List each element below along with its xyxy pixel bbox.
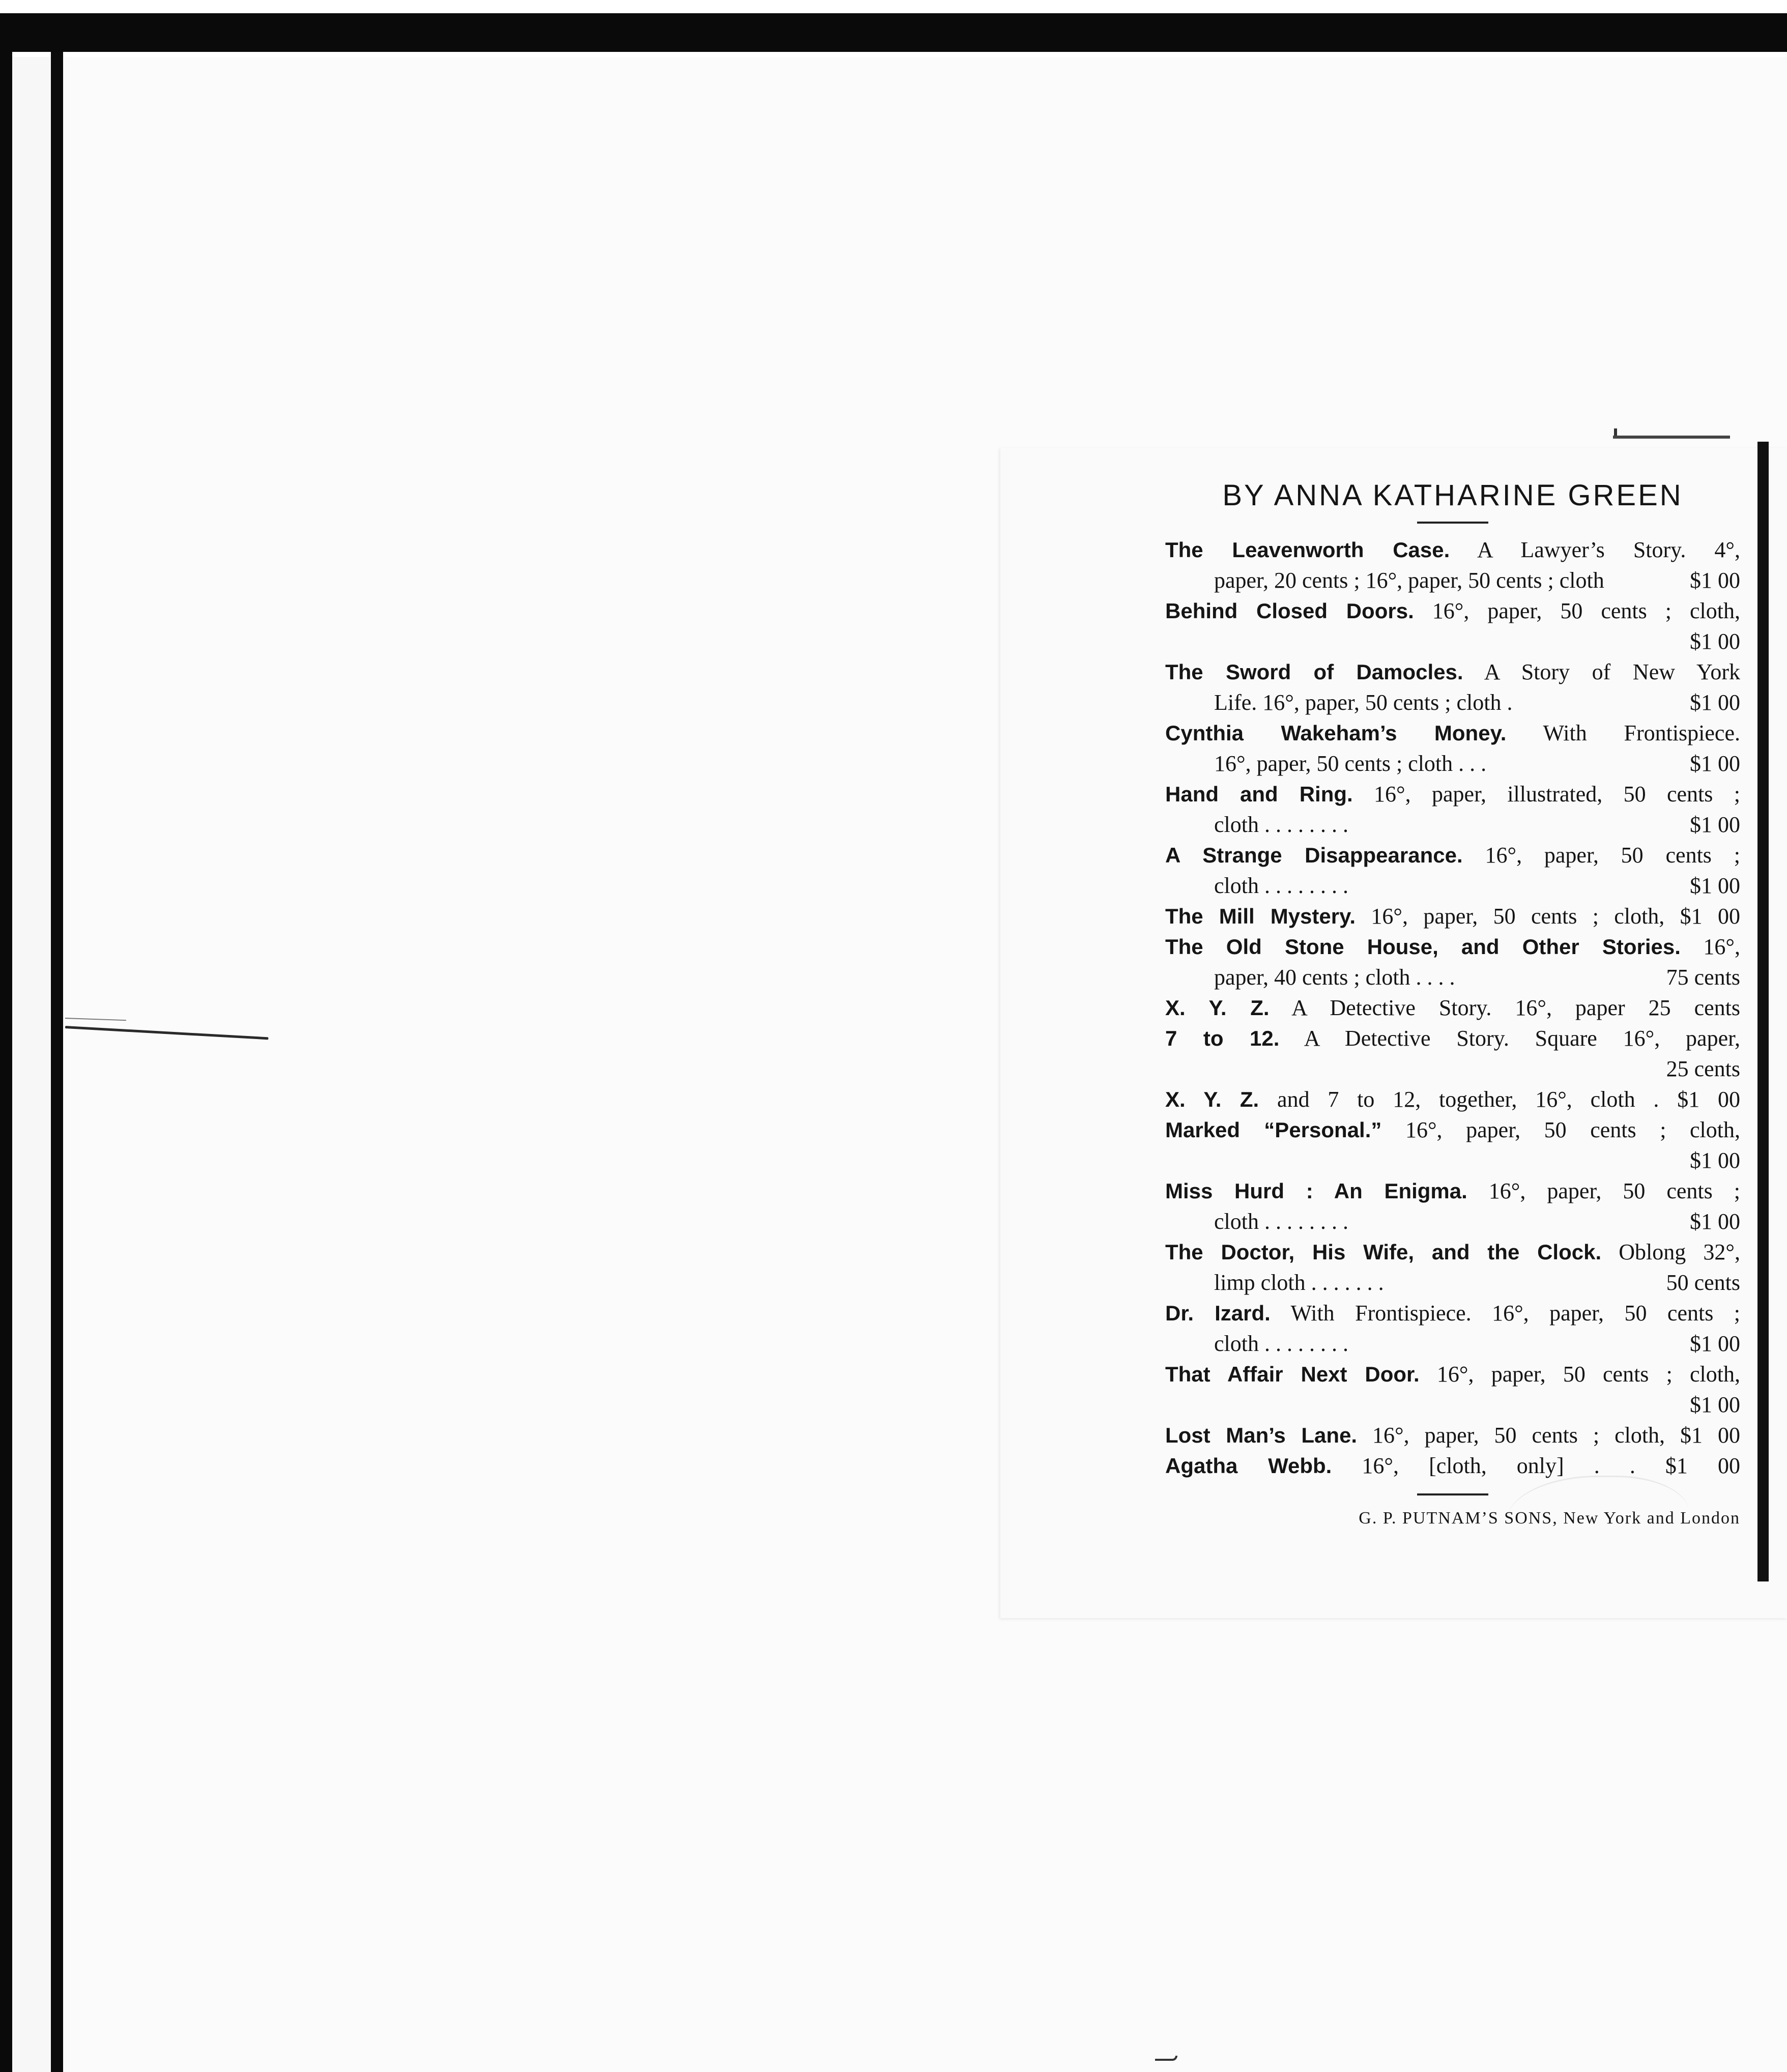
book-price: 50 cents bbox=[1666, 1270, 1740, 1295]
book-price: $1 00 bbox=[1690, 568, 1740, 593]
book-details: 16°, paper, 50 cents ; cloth, bbox=[1414, 598, 1741, 623]
heading-rule bbox=[1417, 522, 1488, 524]
book-format: limp cloth . . . . . . . bbox=[1214, 1270, 1384, 1295]
book-format: 16°, paper, 50 cents ; cloth . . . bbox=[1214, 751, 1487, 776]
book-entry-first-line bbox=[1165, 1176, 1740, 1206]
book-entry bbox=[1165, 1237, 1740, 1298]
book-title: That Affair Next Door. bbox=[1165, 1362, 1420, 1386]
scan-bottom-mark bbox=[1155, 2056, 1177, 2061]
book-entry-first-line bbox=[1165, 1084, 1740, 1115]
book-details: 16°, paper, 50 cents ; cloth, bbox=[1419, 1362, 1740, 1387]
book-entry-first-line bbox=[1165, 1237, 1740, 1268]
book-details: 16°, paper, 50 cents ; cloth, bbox=[1381, 1117, 1741, 1142]
page-frame-gap bbox=[0, 52, 1787, 57]
book-title: 7 to 12. bbox=[1165, 1026, 1280, 1050]
book-title: Miss Hurd : An Enigma. bbox=[1165, 1179, 1467, 1203]
book-format: cloth . . . . . . . . bbox=[1214, 1331, 1348, 1356]
book-details: 16°, paper, 50 cents ; cloth, $1 00 bbox=[1356, 904, 1740, 929]
book-details: 16°, [cloth, only] . . $1 00 bbox=[1332, 1453, 1741, 1478]
book-entry-first-line bbox=[1165, 840, 1740, 871]
book-entry-continuation bbox=[1165, 1145, 1740, 1176]
book-details: With Frontispiece. bbox=[1506, 721, 1740, 745]
book-details: 16°, paper, illustrated, 50 cents ; bbox=[1352, 782, 1740, 807]
book-entry-first-line bbox=[1165, 1298, 1740, 1329]
book-details: 16°, paper, 50 cents ; bbox=[1467, 1178, 1740, 1203]
book-entry-first-line bbox=[1165, 535, 1740, 565]
book-title: X. Y. Z. bbox=[1165, 1087, 1259, 1111]
book-entry bbox=[1165, 1359, 1740, 1420]
book-entry bbox=[1165, 535, 1740, 596]
book-entry-first-line bbox=[1165, 779, 1740, 810]
book-entry-first-line bbox=[1165, 1115, 1740, 1145]
book-entry-continuation bbox=[1165, 1054, 1740, 1084]
book-entry bbox=[1165, 1023, 1740, 1084]
book-entry-continuation bbox=[1165, 749, 1740, 779]
book-title: Dr. Izard. bbox=[1165, 1301, 1271, 1325]
book-entry bbox=[1165, 1451, 1740, 1481]
book-title: Lost Man’s Lane. bbox=[1165, 1423, 1358, 1447]
book-entry bbox=[1165, 718, 1740, 779]
book-details: A Lawyer’s Story. 4°, bbox=[1450, 537, 1740, 562]
book-price: 75 cents bbox=[1666, 965, 1740, 990]
book-price: $1 00 bbox=[1690, 1331, 1740, 1356]
book-entry-continuation bbox=[1165, 871, 1740, 901]
book-entry bbox=[1165, 596, 1740, 657]
book-entry-continuation bbox=[1165, 1206, 1740, 1237]
book-title: Behind Closed Doors. bbox=[1165, 599, 1414, 623]
book-format: cloth . . . . . . . . bbox=[1214, 873, 1348, 898]
book-price: $1 00 bbox=[1690, 1392, 1740, 1417]
book-details: 16°, bbox=[1680, 934, 1740, 959]
book-details: With Frontispiece. 16°, paper, 50 cents ; bbox=[1270, 1301, 1740, 1326]
scan-margin bbox=[0, 0, 1787, 13]
book-details: 16°, paper, 50 cents ; cloth, $1 00 bbox=[1357, 1423, 1740, 1448]
footer-rule bbox=[1417, 1493, 1488, 1495]
book-title: A Strange Disappearance. bbox=[1165, 843, 1463, 867]
book-title: The Doctor, His Wife, and the Clock. bbox=[1165, 1240, 1602, 1264]
book-format: Life. 16°, paper, 50 cents ; cloth . bbox=[1214, 690, 1513, 715]
book-entry-first-line bbox=[1165, 932, 1740, 962]
book-entry bbox=[1165, 901, 1740, 932]
book-entry bbox=[1165, 1115, 1740, 1176]
book-format: cloth . . . . . . . . bbox=[1214, 1209, 1348, 1234]
book-entry-continuation bbox=[1165, 565, 1740, 596]
book-details: A Detective Story. 16°, paper 25 cents bbox=[1269, 995, 1740, 1020]
book-entry-first-line bbox=[1165, 901, 1740, 932]
book-format: paper, 20 cents ; 16°, paper, 50 cents ; cloth bbox=[1214, 568, 1604, 593]
book-details: and 7 to 12, together, 16°, cloth . $1 00 bbox=[1259, 1087, 1740, 1112]
book-price: $1 00 bbox=[1690, 812, 1740, 837]
book-details: 16°, paper, 50 cents ; bbox=[1462, 843, 1740, 868]
book-entry bbox=[1165, 1420, 1740, 1451]
advertisement-heading: BY ANNA KATHARINE GREEN bbox=[1222, 479, 1683, 512]
book-entry-first-line bbox=[1165, 1359, 1740, 1390]
book-entry bbox=[1165, 1084, 1740, 1115]
book-entry-continuation bbox=[1165, 626, 1740, 657]
book-entry-first-line bbox=[1165, 657, 1740, 687]
book-price: $1 00 bbox=[1690, 751, 1740, 776]
advertisement bbox=[1165, 478, 1740, 1528]
book-title: The Leavenworth Case. bbox=[1165, 538, 1450, 562]
book-price: $1 00 bbox=[1690, 629, 1740, 654]
book-entry bbox=[1165, 932, 1740, 993]
book-entry-first-line bbox=[1165, 596, 1740, 626]
book-list bbox=[1165, 535, 1740, 1481]
book-title: The Sword of Damocles. bbox=[1165, 660, 1463, 684]
book-format: paper, 40 cents ; cloth . . . . bbox=[1214, 965, 1455, 990]
book-entry-first-line bbox=[1165, 993, 1740, 1023]
page-frame-left-inner bbox=[51, 52, 63, 2072]
book-price: $1 00 bbox=[1690, 1209, 1740, 1234]
book-price: $1 00 bbox=[1690, 690, 1740, 715]
book-entry bbox=[1165, 657, 1740, 718]
book-entry-continuation bbox=[1165, 1390, 1740, 1420]
book-price: $1 00 bbox=[1690, 1148, 1740, 1173]
book-entry-first-line bbox=[1165, 1451, 1740, 1481]
book-entry-continuation bbox=[1165, 1268, 1740, 1298]
book-title: Marked “Personal.” bbox=[1165, 1118, 1382, 1142]
book-entry bbox=[1165, 1298, 1740, 1359]
book-title: Hand and Ring. bbox=[1165, 782, 1353, 806]
book-price: $1 00 bbox=[1690, 873, 1740, 898]
book-title: The Mill Mystery. bbox=[1165, 904, 1356, 928]
book-details: Oblong 32°, bbox=[1601, 1240, 1740, 1264]
book-title: X. Y. Z. bbox=[1165, 996, 1270, 1020]
book-format: cloth . . . . . . . . bbox=[1214, 812, 1348, 837]
book-title: Agatha Webb. bbox=[1165, 1454, 1332, 1478]
book-title: The Old Stone House, and Other Stories. bbox=[1165, 935, 1681, 959]
book-entry-continuation bbox=[1165, 1329, 1740, 1359]
book-entry-continuation bbox=[1165, 687, 1740, 718]
book-entry-continuation bbox=[1165, 810, 1740, 840]
book-entry-first-line bbox=[1165, 1023, 1740, 1054]
book-entry-continuation bbox=[1165, 962, 1740, 993]
publisher-imprint: G. P. PUTNAM’S SONS, New York and London bbox=[1359, 1509, 1740, 1528]
book-title: Cynthia Wakeham’s Money. bbox=[1165, 721, 1507, 745]
leaf-edge-mark-top bbox=[1613, 436, 1730, 439]
book-entry-first-line bbox=[1165, 1420, 1740, 1451]
page-frame-left bbox=[0, 13, 12, 2072]
leaf-right-edge bbox=[1757, 442, 1769, 1581]
book-entry-first-line bbox=[1165, 718, 1740, 749]
book-details: A Detective Story. Square 16°, paper, bbox=[1279, 1026, 1740, 1051]
book-entry bbox=[1165, 840, 1740, 901]
book-entry bbox=[1165, 1176, 1740, 1237]
page-frame-top bbox=[0, 13, 1787, 52]
book-entry bbox=[1165, 993, 1740, 1023]
book-price: 25 cents bbox=[1666, 1056, 1740, 1081]
book-details: A Story of New York bbox=[1463, 659, 1740, 684]
book-entry bbox=[1165, 779, 1740, 840]
